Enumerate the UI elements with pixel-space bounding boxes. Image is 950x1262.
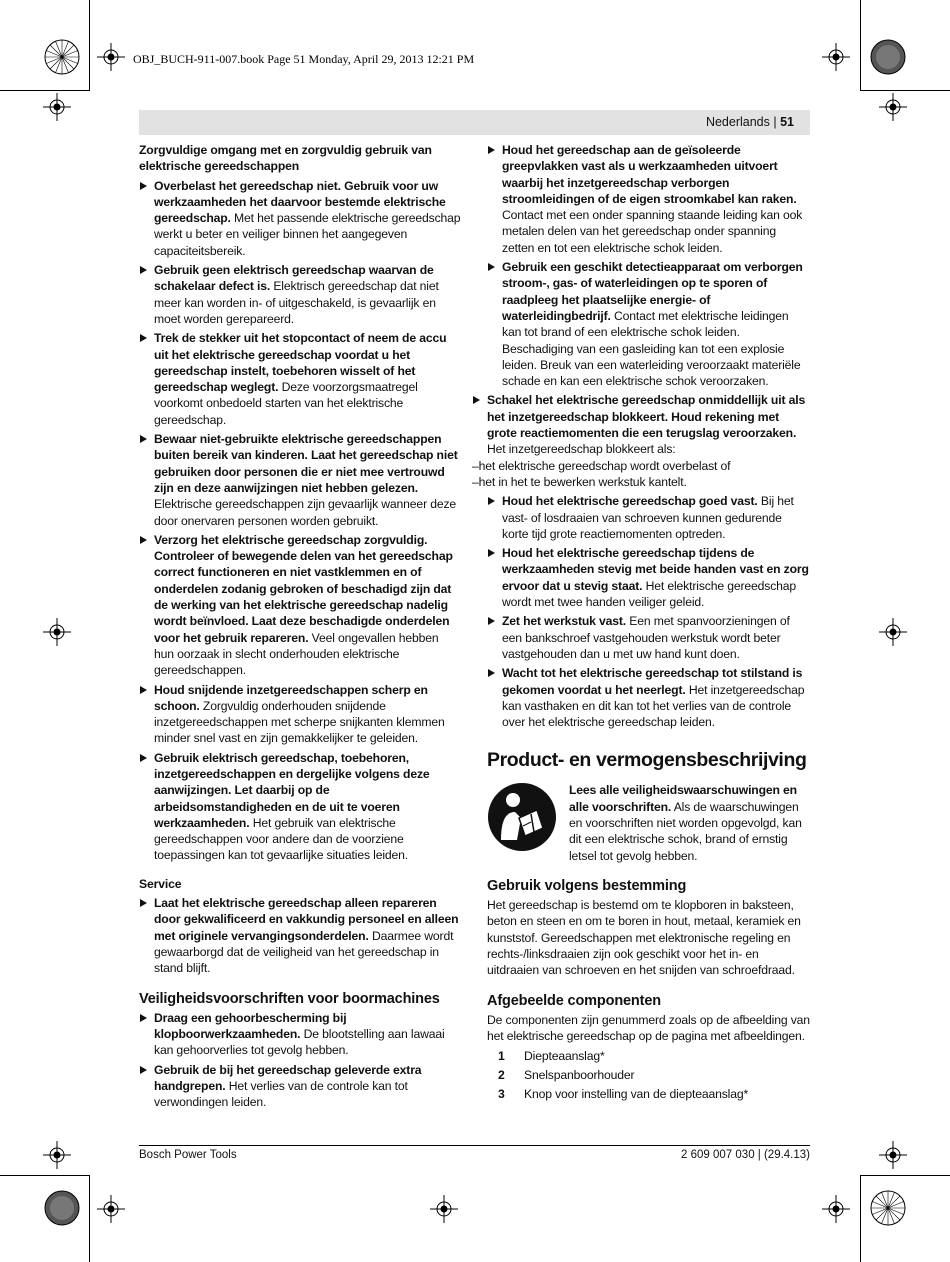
crosshair-icon xyxy=(879,93,907,121)
bullet-triangle-icon xyxy=(140,1014,147,1022)
crosshair-icon xyxy=(97,43,125,71)
list-item xyxy=(139,682,461,747)
intro-heading: Zorgvuldige omgang met en zorgvuldig gebruik van elektrische gereedschappen xyxy=(139,143,432,174)
drill-heading: Veiligheidsvoorschriften voor boormachines xyxy=(139,990,440,1007)
registration-dot-icon xyxy=(42,1188,82,1228)
registration-dot-icon xyxy=(868,37,908,77)
warning-text xyxy=(569,782,810,863)
item-bold: Houd het elektrische gereedschap goed vast. xyxy=(502,494,758,509)
bullet-triangle-icon xyxy=(140,754,147,762)
warning-bold: Lees alle veiligheidswaarschuwingen en alle voorschriften. xyxy=(569,783,797,814)
item-text: Zorgvuldig onderhouden snijdende inzetgereedschappen met scherpe snijkanten klemmen minder snel vast en zijn gemakkelijker te geleiden. xyxy=(154,698,445,746)
footer-rule xyxy=(139,1145,810,1146)
item-text: Het gebruik van elektrische gereedschappen voor andere dan de voorziene toepassingen kan tot gevaarlijke situaties leiden. xyxy=(154,815,409,863)
components-heading: Afgebeelde componenten xyxy=(487,992,661,1009)
list-item xyxy=(139,532,461,679)
item-bold: Gebruik de bij het gereedschap geleverde extra handgrepen. xyxy=(154,1062,422,1094)
item-text: Contact met elektrische leidingen kan tot brand of een elektrische schok leiden. Beschadiging van een gasleiding kan tot een explosie leiden. Breuk van een waterleiding veroorzaakt materiële schade en kan een elektrische schok veroorzaken. xyxy=(502,308,801,389)
crosshair-icon xyxy=(430,1195,458,1223)
item-text: Deze voorzorgsmaatregel voorkomt onbedoeld starten van het elektrische gereedschap. xyxy=(154,380,418,427)
item-bold: Bewaar niet-gebruikte elektrische gereedschappen buiten bereik van kinderen. Laat het gereedschap niet gebruiken door personen die er niet mee vertrouwd zijn en deze aanwijzingen niet hebben gelezen. xyxy=(154,432,458,495)
item-text: Een met spanvoorzieningen of een bankschroef vastgehouden werkstuk wordt beter vastgehouden dan u met uw hand kunt doen. xyxy=(502,614,790,661)
crosshair-icon xyxy=(43,1141,71,1169)
item-text: Elektrische gereedschappen zijn gevaarlijk wanneer deze door onervaren personen worden gebruikt. xyxy=(154,497,457,528)
item-text: Het inzetgereedschap kan vasthaken en dit kan tot het verlies van de controle over het elektrische gereedschap leiden. xyxy=(502,682,805,730)
item-bold: Schakel het elektrische gereedschap onmiddellijk uit als het inzetgereedschap blokkeert. Houd rekening met grote reactiemomenten die een terugslag veroorzaken. xyxy=(487,393,806,441)
component-label: Snelspanboorhouder xyxy=(524,1067,635,1082)
bullet-triangle-icon xyxy=(488,549,495,557)
service-heading: Service xyxy=(139,876,182,891)
footer-doc-id: 2 609 007 030 | (29.4.13) xyxy=(681,1149,810,1161)
bullet-triangle-icon xyxy=(140,182,147,190)
item-bold: Laat het elektrische gereedschap alleen repareren door gekwalificeerd en vakkundig personeel en alleen met originele vervangingsonderdelen. xyxy=(154,896,459,943)
registration-wheel-icon xyxy=(868,1188,908,1228)
list-item xyxy=(487,613,810,662)
list-item xyxy=(139,1010,461,1059)
footer-brand: Bosch Power Tools xyxy=(139,1149,237,1161)
left-column xyxy=(139,142,461,1114)
right-column xyxy=(472,142,810,1102)
list-item xyxy=(139,750,461,864)
item-text: Het elektrische gereedschap wordt met twee handen veiliger geleid. xyxy=(502,578,797,610)
item-bold: Gebruik geen elektrisch gereedschap waarvan de schakelaar defect is. xyxy=(154,263,434,294)
item-bold: Gebruik een geschikt detectieapparaat om verborgen stroom-, gas- of waterleidingen op te sporen of raadpleeg het plaatselijke energie- of waterleidingbedrijf. xyxy=(502,260,803,323)
list-item xyxy=(139,178,461,259)
component-item xyxy=(487,1067,810,1083)
crosshair-icon xyxy=(97,1195,125,1223)
item-bold: Wacht tot het elektrische gereedschap tot stilstand is gekomen voordat u het neerlegt. xyxy=(502,666,803,697)
file-stamp: OBJ_BUCH-911-007.book Page 51 Monday, April 29, 2013 12:21 PM xyxy=(133,52,475,66)
item-bold: Houd het elektrische gereedschap tijdens de werkzaamheden stevig met beide handen vast en zorg ervoor dat u stevig staat. xyxy=(502,546,809,593)
component-label: Knop voor instelling van de diepteaanslag* xyxy=(524,1087,749,1102)
item-text: Het inzetgereedschap blokkeert als: xyxy=(487,442,676,457)
component-item xyxy=(487,1048,810,1064)
bullet-triangle-icon xyxy=(488,497,495,505)
page-number: 51 xyxy=(780,115,794,129)
bullet-triangle-icon xyxy=(140,1066,147,1074)
item-bold: Draag een gehoorbescherming bij klopboorwerkzaamheden. xyxy=(154,1010,347,1042)
page-header xyxy=(139,110,810,135)
bullet-triangle-icon xyxy=(140,435,147,443)
crosshair-icon xyxy=(879,618,907,646)
components-intro: De componenten zijn genummerd zoals op de afbeelding van het elektrische gereedschap op de pagina met afbeeldingen. xyxy=(487,1012,810,1044)
component-item xyxy=(487,1086,810,1102)
list-item xyxy=(487,545,810,610)
dash-text: het in het te bewerken werkstuk kantelt. xyxy=(478,474,687,489)
item-text: Daarmee wordt gewaarborgd dat de veiligheid van het gereedschap in stand blijft. xyxy=(154,928,454,976)
header-label xyxy=(706,115,794,129)
use-text: Het gereedschap is bestemd om te klopboren in baksteen, beton en steen en om te boren in hout, metaal, keramiek en kunststof. Gereedschappen met elektronische regeling en rechts-/linksdraaien zijn ook geschikt voor het in- en uitdraaien van schroeven en het snijden van schroefdraad. xyxy=(487,898,801,978)
component-label: Diepteaanslag* xyxy=(524,1048,605,1063)
list-item xyxy=(139,895,461,976)
bullet-triangle-icon xyxy=(488,263,495,271)
item-bold: Overbelast het gereedschap niet. Gebruik voor uw werkzaamheden het daarvoor bestemde elektrische gereedschap. xyxy=(154,178,446,226)
bullet-triangle-icon xyxy=(140,899,147,907)
list-item xyxy=(139,262,461,327)
crosshair-icon xyxy=(43,618,71,646)
list-item xyxy=(139,1062,461,1111)
item-text: Het verlies van de controle kan tot verwondingen leiden. xyxy=(154,1079,408,1110)
list-item xyxy=(139,330,461,428)
bullet-triangle-icon xyxy=(140,536,147,544)
item-bold: Trek de stekker uit het stopcontact of neem de accu uit het elektrische gereedschap voordat u het gereedschap instelt, toebehoren wisselt of het gereedschap weglegt. xyxy=(154,331,447,395)
item-text: Bij het vast- of losdraaien van schroeven kunnen gedurende korte tijd grote reactiemomenten optreden. xyxy=(502,494,794,541)
bullet-triangle-icon xyxy=(140,686,147,694)
item-bold: Houd het gereedschap aan de geïsoleerde greepvlakken vast als u werkzaamheden uitvoert waarbij het inzetgereedschap verborgen stroomleidingen of de eigen stroomkabel kan raken. xyxy=(502,143,797,206)
bullet-triangle-icon xyxy=(140,266,147,274)
list-item xyxy=(487,665,810,730)
crosshair-icon xyxy=(879,1141,907,1169)
product-heading: Product- en vermogensbeschrijving xyxy=(487,749,807,772)
component-number: 2 xyxy=(498,1067,505,1082)
component-number: 3 xyxy=(498,1087,505,1102)
item-bold: Zet het werkstuk vast. xyxy=(502,614,627,629)
bullet-triangle-icon xyxy=(488,617,495,625)
dash-line: –het in het te bewerken werkstuk kantelt. xyxy=(472,474,687,489)
header-language: Nederlands xyxy=(705,115,770,129)
item-text: Contact met een onder spanning staande leiding kan ook metalen delen van het gereedschap onder spanning zetten en tot een elektrische schok leiden. xyxy=(502,208,803,255)
item-text: Veel ongevallen hebben hun oorzaak in slecht onderhouden elektrische gereedschappen. xyxy=(154,630,439,678)
item-bold: Verzorg het elektrische gereedschap zorgvuldig. Controleer of bewegende delen van het gereedschap correct functioneren en niet vastklemmen en of onderdelen zodanig gebroken of beschadigd zijn dat de werking van het elektrische gereedschap nadelig wordt beïnvloed. Laat deze beschadigde onderdelen voor het gebruik repareren. xyxy=(154,532,453,645)
crosshair-icon xyxy=(822,43,850,71)
dash-text: het elektrische gereedschap wordt overbelast of xyxy=(478,458,731,473)
list-item xyxy=(487,259,810,389)
bullet-triangle-icon xyxy=(488,146,495,154)
component-number: 1 xyxy=(498,1048,505,1063)
use-heading: Gebruik volgens bestemming xyxy=(487,877,687,894)
read-manual-icon xyxy=(487,782,559,863)
header-separator: | xyxy=(773,115,781,129)
dash-line: –het elektrische gereedschap wordt overbelast of xyxy=(472,458,731,473)
item-bold: Houd snijdende inzetgereedschappen scherp en schoon. xyxy=(154,682,428,713)
crosshair-icon xyxy=(43,93,71,121)
warning-body: Als de waarschuwingen en voorschriften niet worden opgevolgd, kan dit een elektrische schok, brand of ernstig letsel tot gevolg hebben. xyxy=(569,799,802,863)
list-item xyxy=(487,142,810,256)
list-item xyxy=(472,392,810,490)
registration-wheel-icon xyxy=(42,37,82,77)
item-bold: Gebruik elektrisch gereedschap, toebehoren, inzetgereedschappen en dergelijke volgens deze aanwijzingen. Let daarbij op de arbeidsomstandigheden en de uit te voeren werkzaamheden. xyxy=(154,750,430,830)
item-text: De blootstelling aan lawaai kan gehoorverlies tot gevolg hebben. xyxy=(154,1027,445,1058)
bullet-triangle-icon xyxy=(473,396,480,404)
bullet-triangle-icon xyxy=(140,334,147,342)
item-text: Elektrisch gereedschap dat niet meer kan worden in- of uitgeschakeld, is gevaarlijk en moet worden gerepareerd. xyxy=(154,279,439,326)
list-item xyxy=(139,431,461,529)
item-text: Met het passende elektrische gereedschap werkt u beter en veiliger binnen het aangegeven capaciteitsbereik. xyxy=(154,211,461,258)
bullet-triangle-icon xyxy=(488,669,495,677)
list-item xyxy=(487,493,810,542)
warning-block xyxy=(487,782,810,863)
crosshair-icon xyxy=(822,1195,850,1223)
